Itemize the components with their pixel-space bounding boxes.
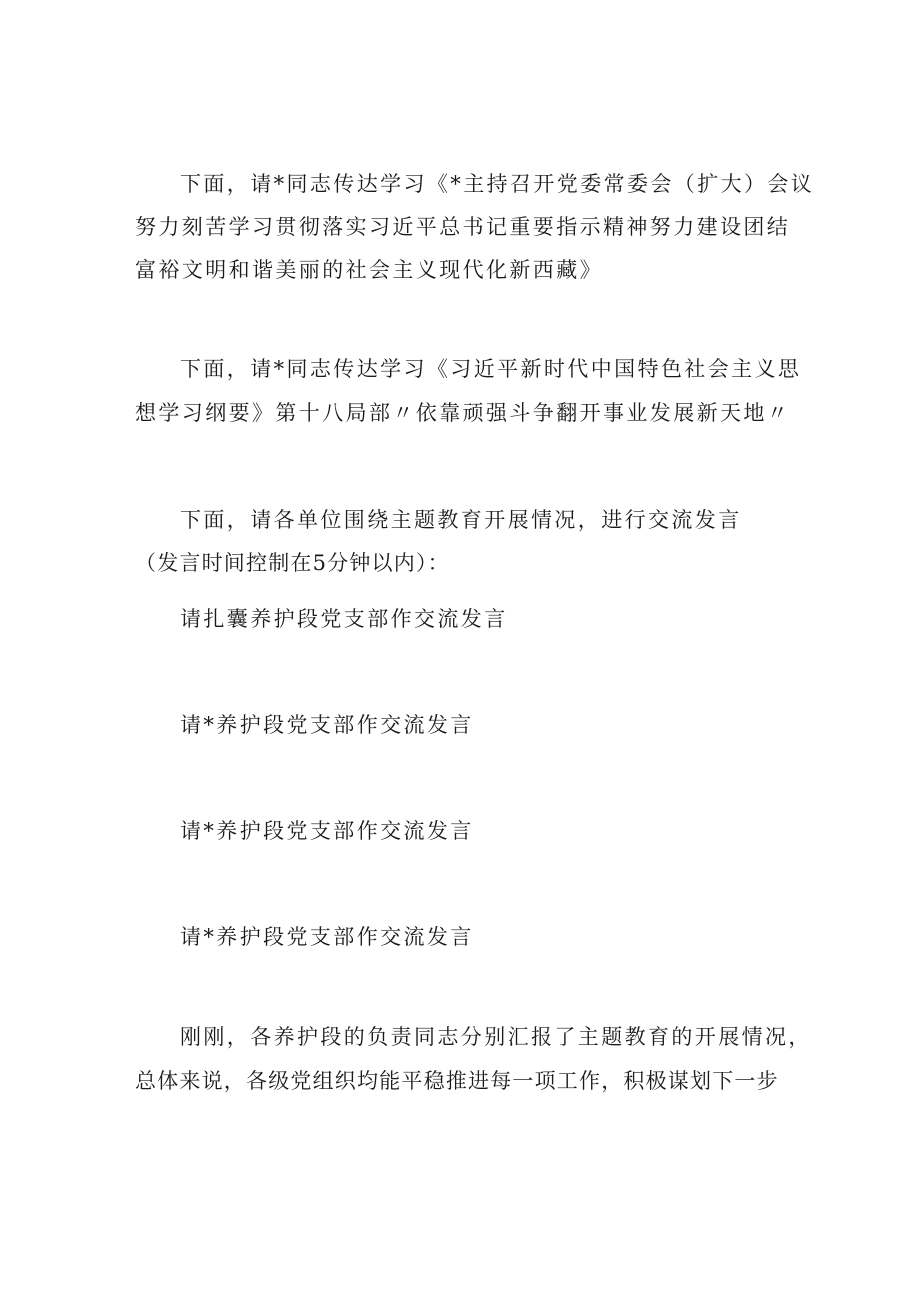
speaker-item: 请*养护段党支部作交流发言	[180, 819, 474, 843]
paragraph-line: 刚刚，各养护段的负责同志分别汇报了主题教育的开展情况，	[180, 1025, 812, 1049]
paragraph-line: 富裕文明和谐美丽的社会主义现代化新西藏》	[135, 258, 603, 282]
paragraph-line: 想学习纲要》第十八局部〃依靠顽强斗争翻开事业发展新天地〃	[135, 401, 791, 425]
paragraph-line: 下面，请*同志传达学习《习近平新时代中国特色社会主义思	[180, 357, 802, 381]
speaker-item: 请扎囊养护段党支部作交流发言	[180, 607, 508, 631]
paragraph-line: 努力刻苦学习贯彻落实习近平总书记重要指示精神努力建设团结	[135, 215, 791, 239]
paragraph-line: （发言时间控制在5分钟以内）：	[135, 551, 450, 575]
paragraph-line: 下面，请各单位围绕主题教育开展情况，进行交流发言	[180, 508, 742, 532]
speaker-item: 请*养护段党支部作交流发言	[180, 925, 474, 949]
paragraph-line: 下面，请*同志传达学习《*主持召开党委常委会（扩大）会议	[180, 172, 815, 196]
speaker-item: 请*养护段党支部作交流发言	[180, 713, 474, 737]
paragraph-line: 总体来说，各级党组织均能平稳推进每一项工作，积极谋划下一步	[135, 1069, 779, 1093]
